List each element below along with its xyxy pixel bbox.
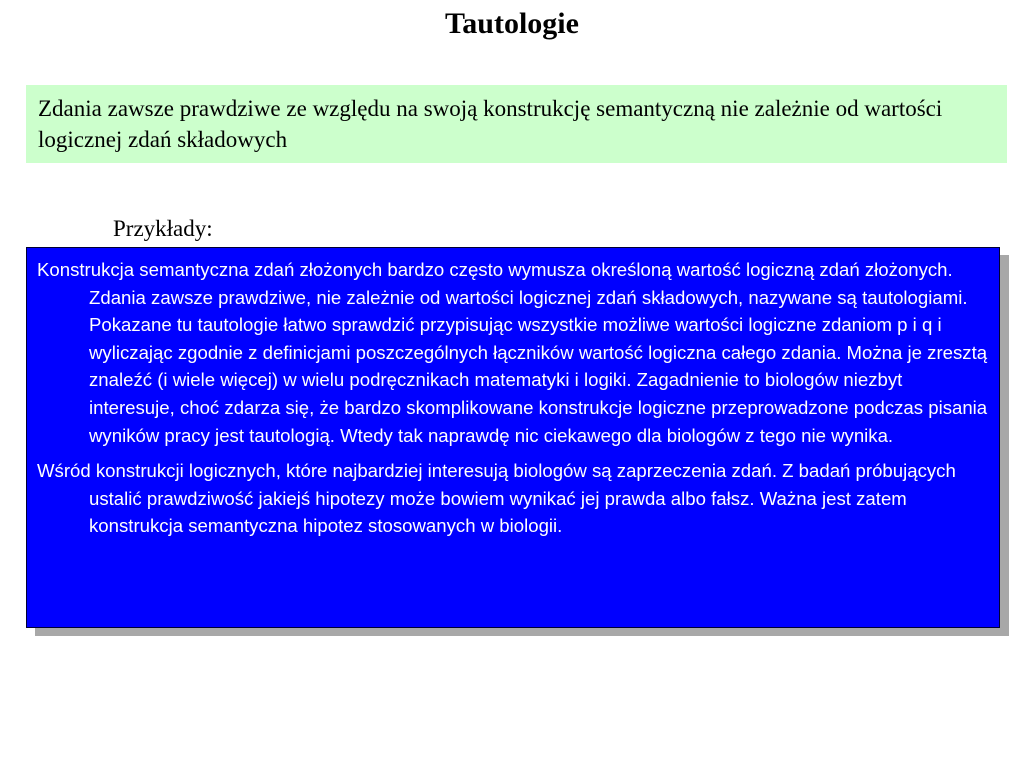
note-paragraph: Konstrukcja semantyczna zdań złożonych bardzo często wymusza określoną wartość logiczną zdań złożonych. Zdania zawsze prawdziwe, nie zależnie od wartości logicznej zdań składowych, nazywane są tautologiami. Pokazane tu tautologie łatwo sprawdzić przypisując wszystkie możliwe wartości logiczne zdaniom p i q i wyliczając zgodnie z definicjami poszczególnych łączników wartość logiczna całego zdania. Można je zresztą znaleźć (i wiele więcej) w wielu podręcznikach matematyki i logiki. Zagadnienie to biologów niezbyt interesuje, choć zdarza się, że bardzo skomplikowane konstrukcje logiczne przeprowadzone podczas pisania wyników pracy jest tautologią. Wtedy tak naprawdę nic ciekawego dla biologów z tego nie wynika. <box>37 259 988 446</box>
note-paragraph: Wśród konstrukcji logicznych, które najbardziej interesują biologów są zaprzeczenia zdań. Z badań próbujących ustalić prawdziwość jakiejś hipotezy może bowiem wynikać jej prawda albo fałsz. Ważna jest zatem konstrukcja semantyczna hipotez stosowanych w biologii. <box>37 460 956 537</box>
definition-box <box>26 85 1007 163</box>
examples-label: Przykłady: <box>113 216 213 241</box>
definition-text: Zdania zawsze prawdziwe ze względu na swoją konstrukcję semantyczną nie zależnie od wartości logicznej zdań składowych <box>38 96 943 152</box>
slide-title: Tautologie <box>445 7 579 40</box>
note-box <box>26 247 1000 628</box>
